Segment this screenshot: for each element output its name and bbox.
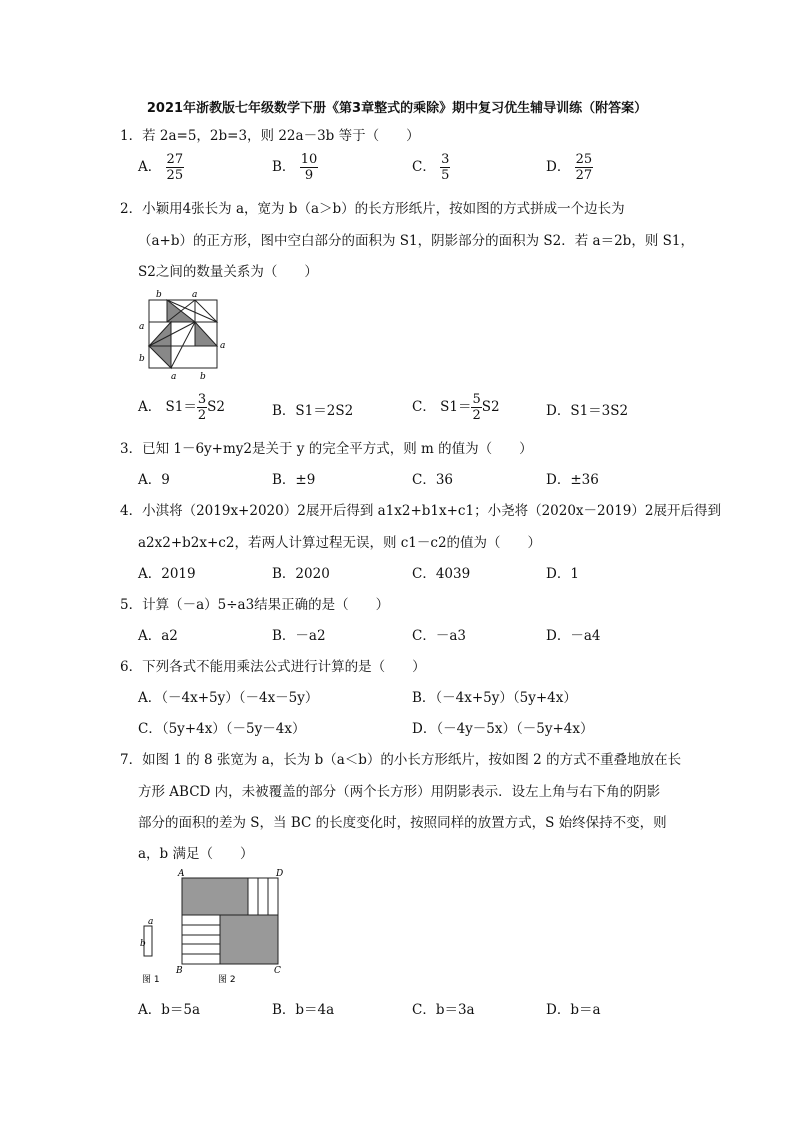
question-5-stem: 5．计算（－a）5÷a3结果正确的是（ ）: [120, 597, 390, 613]
option-text: S2: [481, 399, 500, 415]
diagonal: [171, 322, 195, 368]
option-text: S1＝: [165, 399, 197, 415]
q4-option-d: D．1: [546, 566, 579, 582]
q4-option-a: A．2019: [138, 566, 196, 582]
fig1-caption: 图 1: [142, 975, 160, 985]
vertex-d: D: [276, 869, 284, 879]
question-4-line-1: 4．小淇将（2019x+2020）2展开后得到 a1x2+b1x+c1；小尧将（2020x－2019）2展开后得到: [120, 503, 721, 519]
fraction: [575, 152, 594, 183]
fraction: [197, 392, 207, 423]
q7-figures: [136, 864, 296, 988]
denominator: 2: [472, 408, 481, 423]
question-7-line-3: 部分的面积的差为 S，当 BC 的长度变化时，按照同样的放置方式，S 始终保持不变，则: [138, 815, 667, 831]
question-2-line-2: （a+b）的正方形，图中空白部分的面积为 S1，阴影部分的面积为 S2．若 a＝2b，则 S1，: [138, 233, 694, 249]
denominator: 9: [304, 168, 314, 183]
q1-option-c: [412, 152, 450, 183]
option-label: A．: [138, 399, 162, 415]
q1-option-d: [546, 152, 593, 183]
q3-option-a: A．9: [138, 472, 170, 488]
option-text: S1＝3S2: [570, 403, 629, 419]
numerator: 5: [472, 392, 481, 407]
option-label: D．: [546, 159, 571, 175]
question-4-line-2: a2x2+b2x+c2，若两人计算过程无误，则 c1－c2的值为（ ）: [138, 535, 542, 551]
denominator: 2: [197, 408, 207, 423]
question-2-line-1: 2．小颖用4张长为 a，宽为 b（a＞b）的长方形纸片，按如图的方式拼成一个边长为: [120, 201, 625, 217]
page-title: 2021年浙教版七年级数学下册《第3章整式的乘除》期中复习优生辅导训练（附答案）: [146, 101, 648, 116]
fraction: [471, 392, 481, 423]
q7-option-d: D．b＝a: [546, 1002, 601, 1018]
q5-option-d: D．－a4: [546, 628, 601, 644]
label-a-left: a: [139, 322, 145, 332]
numerator: 25: [575, 152, 593, 167]
numerator: 3: [441, 152, 450, 167]
denominator: 27: [575, 168, 593, 183]
q5-option-c: C．－a3: [412, 628, 466, 644]
q6-option-c: C．（5y+4x）（－5y－4x）: [138, 721, 306, 737]
q7-option-b: B．b＝4a: [272, 1002, 335, 1018]
option-label: C．: [412, 159, 436, 175]
shaded-triangle: [149, 322, 171, 346]
question-1-stem: [120, 124, 420, 144]
question-1-text: 1．若 2a=5，2b=3，则 22a－3b 等于（ ）: [120, 128, 420, 144]
vertex-b: B: [176, 966, 183, 976]
shaded-bottom-right: [220, 915, 278, 964]
denominator: 5: [441, 168, 450, 183]
q2-option-d: [546, 399, 628, 419]
label-b-top: b: [156, 290, 162, 300]
diagonal: [149, 322, 195, 346]
q2-option-c: [412, 392, 500, 423]
label-a-bottom: a: [171, 372, 177, 382]
vertex-c: C: [274, 966, 281, 976]
question-7-line-2: 方形 ABCD 内，未被覆盖的部分（两个长方形）用阴影表示．设左上角与右下角的阴影: [138, 784, 661, 800]
vertical-strips: [248, 878, 278, 915]
q6-option-a: A．（－4x+5y）（－4x－5y）: [138, 690, 319, 706]
q7-option-a: A．b＝5a: [138, 1002, 201, 1018]
q7-option-c: C．b＝3a: [412, 1002, 475, 1018]
shaded-top-left: [182, 878, 248, 915]
q2-option-a: [138, 392, 225, 423]
q5-option-b: B．－a2: [272, 628, 326, 644]
fig1-label-a: a: [148, 917, 154, 927]
q5-option-a: A．a2: [138, 628, 178, 644]
q4-option-c: C．4039: [412, 566, 471, 582]
option-label: C．: [412, 399, 436, 415]
q4-option-b: B．2020: [272, 566, 330, 582]
shaded-triangle: [149, 346, 171, 368]
q2-square-figure: [134, 286, 234, 382]
q3-option-d: D．±36: [546, 472, 599, 488]
horizontal-strips: [182, 915, 220, 964]
label-a-right: a: [220, 341, 226, 351]
q1-option-a: [138, 152, 184, 183]
option-label: B．: [272, 159, 296, 175]
vertex-a: A: [178, 869, 185, 879]
option-label: D．: [546, 403, 571, 419]
q1-option-b: [272, 152, 318, 183]
shaded-triangle: [195, 322, 217, 346]
question-2-line-3: S2之间的数量关系为（ ）: [138, 264, 318, 280]
fraction: [166, 152, 185, 183]
label-b-bottom: b: [200, 372, 206, 382]
q3-option-b: B．±9: [272, 472, 316, 488]
fig2-caption: 图 2: [218, 975, 236, 985]
option-text: S2: [207, 399, 226, 415]
q6-option-b: B．（－4x+5y）（5y+4x）: [412, 690, 577, 706]
q3-option-c: C．36: [412, 472, 454, 488]
option-label: B．: [272, 403, 296, 419]
numerator: 3: [197, 392, 207, 407]
numerator: 27: [166, 152, 184, 167]
label-a-top: a: [192, 290, 198, 300]
denominator: 25: [166, 168, 184, 183]
question-7-line-4: a，b 满足（ ）: [138, 846, 254, 862]
question-7-line-1: 7．如图 1 的 8 张宽为 a，长为 b（a＜b）的小长方形纸片，按如图 2 的方式不重叠地放在长: [120, 752, 682, 768]
option-text: S1＝: [440, 399, 472, 415]
label-b-left: b: [139, 354, 145, 364]
numerator: 10: [300, 152, 318, 167]
fraction: [300, 152, 319, 183]
fig1-label-b: b: [140, 939, 146, 949]
option-label: A．: [138, 159, 162, 175]
option-text: S1＝2S2: [295, 403, 354, 419]
question-6-stem: 6．下列各式不能用乘法公式进行计算的是（ ）: [120, 659, 426, 675]
question-3-stem: 3．已知 1－6y+my2是关于 y 的完全平方式，则 m 的值为（ ）: [120, 441, 533, 457]
q6-option-d: D．（－4y－5x）（－5y+4x）: [412, 721, 594, 737]
fraction: [440, 152, 450, 183]
q2-option-b: [272, 399, 353, 419]
outer-square: [149, 300, 217, 368]
